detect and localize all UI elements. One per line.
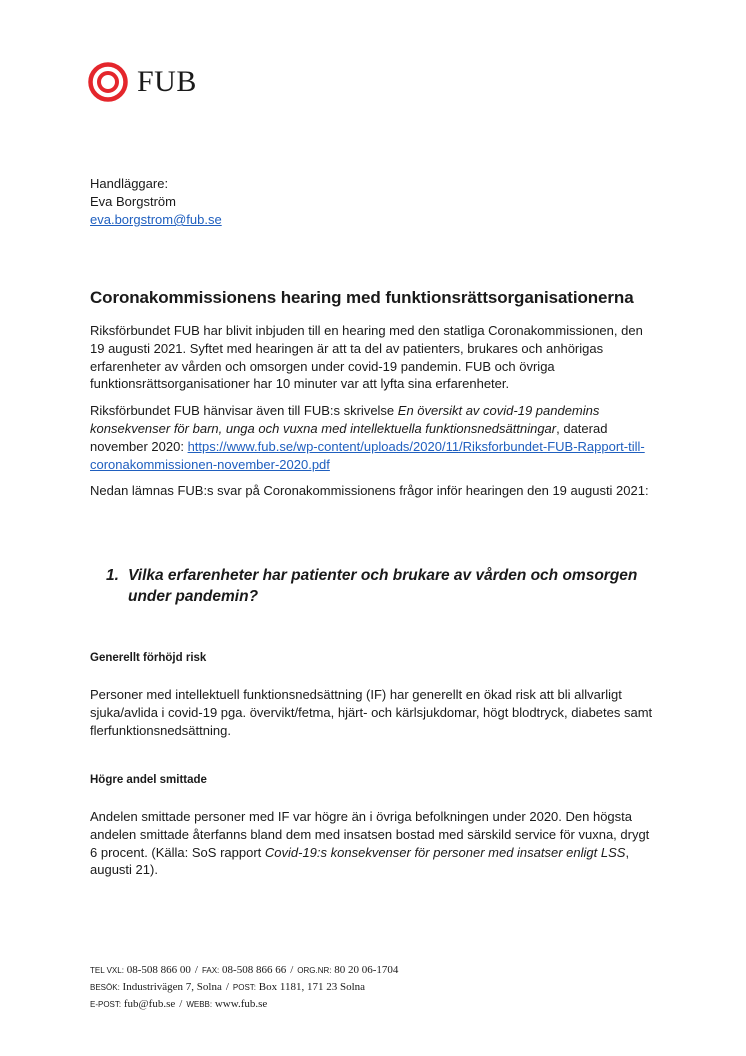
fub-ring-logo-icon <box>88 62 128 102</box>
handler-block <box>90 175 222 229</box>
handler-label: Handläggare: <box>90 176 169 191</box>
footer-fax-label: FAX: <box>201 966 220 975</box>
footer-line-phone <box>90 962 398 979</box>
section-body <box>90 808 660 879</box>
section-heading: Högre andel smittade <box>90 774 207 786</box>
section-body: Personer med intellektuell funktionsnedsättning (IF) har generellt en ökad risk att bli allvarligt sjuka/avlida i covid-19 pga. övervikt/fetma, hjärt- och kärlsjukdomar, högt blodtryck, diabetes samt flerfunktionsnedsättning. <box>90 687 653 738</box>
fub-logo <box>88 62 197 102</box>
footer-line-web <box>90 996 398 1013</box>
handler-name: Eva Borgström <box>90 194 176 209</box>
footer-visit-label: BESÖK: <box>90 983 120 992</box>
report-link[interactable]: https://www.fub.se/wp-content/uploads/2020/11/Riksforbundet-FUB-Rapport-till-coronakommissionen-november-2020.pdf <box>90 438 645 472</box>
footer-separator: / <box>290 964 294 976</box>
footer-visit: Industrivägen 7, Solna <box>122 981 222 993</box>
reference-paragraph <box>90 402 660 473</box>
footer-line-address <box>90 979 398 996</box>
question-number: 1. <box>106 567 119 584</box>
footer-post: Box 1181, 171 23 Solna <box>258 981 366 993</box>
section-source-title: Covid-19:s konsekvenser för personer med insatser enligt LSS <box>264 844 626 860</box>
section-heading: Generellt förhöjd risk <box>90 652 207 664</box>
answers-intro-paragraph: Nedan lämnas FUB:s svar på Coronakommissionens frågor inför hearingen den 19 augusti 2021: <box>90 483 649 499</box>
footer-web-label: WEBB: <box>186 1000 213 1009</box>
section-risk <box>90 652 660 748</box>
footer-separator: / <box>225 981 229 993</box>
page-footer <box>90 962 398 1013</box>
section-body-end: , augusti 21). <box>90 844 630 878</box>
footer-org: 80 20 06-1704 <box>334 964 399 976</box>
footer-tel-label: TEL VXL: <box>90 966 124 975</box>
question-text: Vilka erfarenheter har patienter och brukare av vården och omsorgen under pandemin? <box>128 567 638 605</box>
handler-email-link[interactable]: eva.borgstrom@fub.se <box>90 212 222 227</box>
section-body-start: Andelen smittade personer med IF var högre än i övriga befolkningen under 2020. Den högsta andelen smittade återfanns bland dem med insatsen bostad med särskild service för vuxna, drygt 6 procent. (Källa: SoS rapport <box>90 809 650 860</box>
footer-email-label: E-POST: <box>90 1000 122 1009</box>
reference-text-start: Riksförbundet FUB hänvisar även till FUB:s skrivelse <box>90 403 398 419</box>
footer-email: fub@fub.se <box>123 998 176 1010</box>
footer-web: www.fub.se <box>214 998 268 1010</box>
footer-separator: / <box>194 964 198 976</box>
reference-text-date: , daterad november 2020: <box>90 420 608 454</box>
main-content <box>90 288 660 509</box>
intro-paragraph: Riksförbundet FUB har blivit inbjuden till en hearing med den statliga Coronakommissionen, den 19 augusti 2021. Syftet med hearingen är att ta del av patienters, brukares och anhörigas erfarenheter av vården och omsorgen under covid-19 pandemin. FUB och övriga funktionsrättsorganisationer har 10 minuter var att lyfta sina erfarenheter. <box>90 323 643 392</box>
footer-org-label: ORG.NR: <box>297 966 332 975</box>
footer-tel: 08-508 866 00 <box>126 964 191 976</box>
footer-fax: 08-508 866 66 <box>222 964 287 976</box>
logo-text: FUB <box>137 65 197 98</box>
question-1 <box>106 566 666 607</box>
footer-post-label: POST: <box>232 983 257 992</box>
document-title: Coronakommissionens hearing med funktionsrättsorganisationerna <box>90 288 634 307</box>
footer-separator: / <box>179 998 183 1010</box>
section-infected <box>90 774 660 888</box>
reference-report-title: En översikt av covid-19 pandemins konsekvenser för barn, unga och vuxna med intellektuella funktionsnedsättningar <box>90 403 600 436</box>
